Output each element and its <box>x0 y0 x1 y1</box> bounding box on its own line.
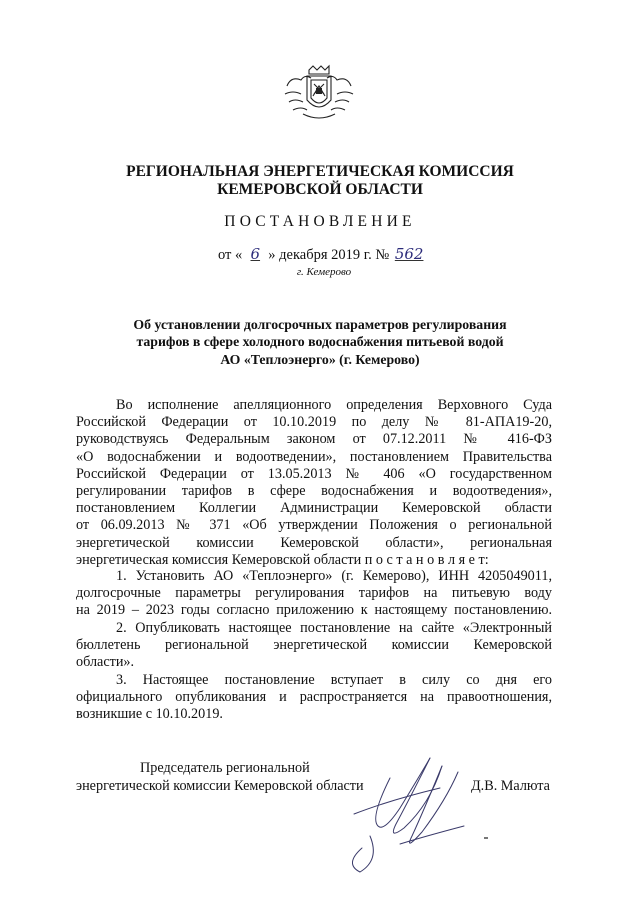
subject-line: АО «Теплоэнерго» (г. Кемерово) <box>220 352 420 367</box>
text-line: 3. Настоящее постановление вступает в силу со дня его <box>116 672 552 688</box>
text-line: 2. Опубликовать настоящее постановление на сайте «Электронный <box>116 620 552 636</box>
text-line: Российской Федерации от 13.05.2013 № 406 «О государственном <box>76 465 552 482</box>
item-1-paragraph <box>76 568 552 620</box>
text-line: Во исполнение апелляционного определения Верховного Суда <box>116 397 552 413</box>
text-line: Российской Федерации от 10.10.2019 по делу № 81-АПА19-20, <box>76 414 552 431</box>
coat-of-arms-emblem <box>283 64 355 122</box>
document-date-line <box>218 245 439 264</box>
date-month-year: » декабря 2019 г. № <box>268 247 390 263</box>
text-line: постановлением Коллегии Администрации Кемеровской области <box>76 500 552 517</box>
text-line: энергетическая комиссия Кемеровской области п о с т а н о в л я е т: <box>76 551 489 568</box>
handwritten-signature <box>330 748 490 878</box>
organization-name: РЕГИОНАЛЬНАЯ ЭНЕРГЕТИЧЕСКАЯ КОМИССИЯ <box>126 163 514 180</box>
document-type: ПОСТАНОВЛЕНИЕ <box>224 213 416 230</box>
document-number-handwritten: 562 <box>394 245 424 263</box>
text-line: регулировании тарифов в сфере водоснабжения и водоотведения», <box>76 482 552 499</box>
text-line: долгосрочные параметры регулирования тарифов на питьевую воду <box>76 585 552 602</box>
city: г. Кемерово <box>296 266 352 278</box>
signatory-name: Д.В. Малюта <box>471 778 550 794</box>
signatory-position: Председатель региональной <box>140 760 310 776</box>
text-line: официального опубликования и распространяется на правоотношения, <box>76 689 552 706</box>
text-line: «О водоснабжении и водоотведении», постановлением Правительства <box>76 448 552 465</box>
text-line: на 2019 – 2023 годы согласно приложению к настоящему постановлению. <box>76 602 552 619</box>
text-line: 1. Установить АО «Теплоэнерго» (г. Кемерово), ИНН 4205049011, <box>116 568 552 584</box>
text-line: энергетической комиссии Кемеровской области», региональная <box>76 534 552 551</box>
subject-line: тарифов в сфере холодного водоснабжения питьевой водой <box>136 334 504 349</box>
text-line: возникшие с 10.10.2019. <box>76 706 223 723</box>
text-line: от 06.09.2013 № 371 «Об утверждении Положения о региональной <box>76 517 552 534</box>
text-line: руководствуясь Федеральным законом от 07.12.2011 № 416-ФЗ <box>76 431 552 448</box>
organization-region: КЕМЕРОВСКОЙ ОБЛАСТИ <box>217 181 423 198</box>
date-day-handwritten: 6 <box>250 245 261 263</box>
text-line: бюллетень региональной энергетической комиссии Кемеровской <box>76 637 552 654</box>
subject-line: Об установлении долгосрочных параметров регулирования <box>133 317 507 332</box>
date-prefix: от « <box>218 247 243 263</box>
text-line: области». <box>76 654 135 671</box>
stray-mark <box>484 837 488 839</box>
item-2-paragraph <box>76 620 552 672</box>
preamble-paragraph <box>76 397 552 569</box>
signatory-position: энергетической комиссии Кемеровской области <box>76 778 364 794</box>
item-3-paragraph <box>76 672 552 724</box>
